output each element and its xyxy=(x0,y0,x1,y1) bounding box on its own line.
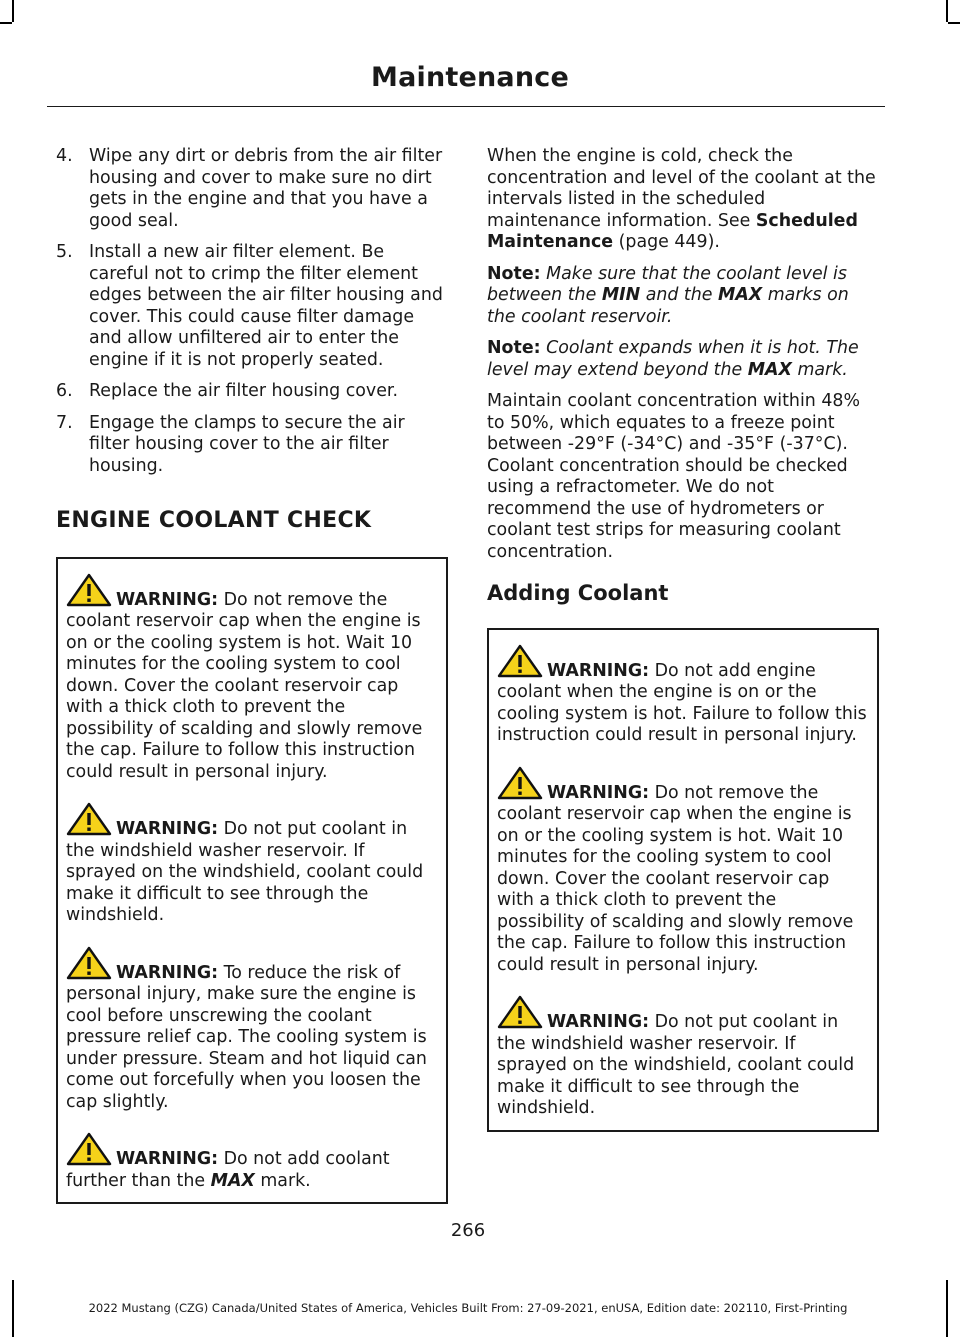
header-divider xyxy=(47,106,885,107)
note-text: and the xyxy=(645,285,713,305)
step-number: 4. xyxy=(56,146,73,166)
warning-box xyxy=(56,557,448,1205)
warning-triangle-icon xyxy=(66,802,112,836)
warning-item xyxy=(497,995,869,1120)
paragraph-text: Maintain coolant concentration within 48% to 50%, which equates to a freeze point between -29°F (-34°C) and -35°F (-37°C). Coolant concentration should be checked using a refractometer. We do not recommend the use of hydrometers or coolant test strips for measuring coolant concentration. xyxy=(487,391,860,562)
note-label: Note: xyxy=(487,263,541,284)
page-reference: (page 449). xyxy=(618,232,720,252)
warning-box xyxy=(487,628,879,1132)
note xyxy=(487,338,879,381)
cross-reference-link[interactable]: Scheduled Maintenance xyxy=(487,210,858,252)
note-text: Coolant expands when it is hot. The level may extend beyond the xyxy=(487,338,859,380)
list-item xyxy=(56,146,448,232)
note-text: marks on the coolant reservoir. xyxy=(487,285,849,327)
list-item xyxy=(56,381,448,403)
footer-text: 2022 Mustang (CZG) Canada/United States of America, Vehicles Built From: 27-09-2021, enUSA, Edition date: 202110, First-Printing xyxy=(88,1301,848,1315)
right-column xyxy=(487,146,879,1132)
warning-item xyxy=(497,766,869,977)
warning-triangle-icon xyxy=(66,573,112,607)
warning-text: Do not remove the coolant reservoir cap when the engine is on or the cooling system is hot. Wait 10 minutes for the cooling system to cool down. Cover the coolant reservoir cap with a thick cloth to prevent the possibility of scalding and slowly remove the cap. Failure to follow this instruction could result in personal injury. xyxy=(66,589,423,782)
warning-label: WARNING: xyxy=(547,660,650,681)
crop-mark xyxy=(12,0,14,22)
step-text: Install a new air filter element. Be careful not to crimp the filter element edges between the air filter housing and cover. This could cause filter damage and allow unfiltered air to enter the engine if it is not properly seated. xyxy=(89,242,443,370)
warning-label: WARNING: xyxy=(116,1149,219,1169)
page-title: Maintenance xyxy=(371,62,569,93)
warning-triangle-icon xyxy=(66,946,112,980)
warning-text: Do not add coolant further than the xyxy=(66,1149,390,1191)
list-item xyxy=(56,242,448,371)
warning-label: WARNING: xyxy=(547,782,650,803)
note xyxy=(487,264,879,329)
step-text: Wipe any dirt or debris from the air filter housing and cover to make sure no dirt gets in the engine and that you have a good seal. xyxy=(89,146,443,231)
page-header xyxy=(0,62,936,93)
page-number: 266 xyxy=(450,1220,486,1241)
list-item xyxy=(56,413,448,478)
warning-text: Do not put coolant in the windshield washer reservoir. If sprayed on the windshield, coolant could make it difficult to see through the windshield. xyxy=(497,1012,855,1118)
warning-item xyxy=(66,1132,438,1192)
note-text: mark. xyxy=(797,359,848,380)
step-number: 6. xyxy=(56,381,73,401)
note-text: Make sure that the coolant level is between the xyxy=(487,263,847,305)
warning-item xyxy=(66,573,438,784)
crop-mark xyxy=(946,1280,948,1337)
warning-triangle-icon xyxy=(497,766,543,800)
paragraph-text: When the engine is cold, check the concentration and level of the coolant at the intervals listed in the scheduled maintenance information. See xyxy=(487,146,876,231)
max-mark-label: MAX xyxy=(210,1170,255,1191)
step-text: Replace the air filter housing cover. xyxy=(89,381,398,401)
crop-mark xyxy=(0,22,12,24)
paragraph xyxy=(487,391,879,563)
warning-text: Do not remove the coolant reservoir cap when the engine is on or the cooling system is hot. Wait 10 minutes for the cooling system to cool down. Cover the coolant reservoir cap with a thick cloth to prevent the possibility of scalding and slowly remove the cap. Failure to follow this instruction could result in personal injury. xyxy=(497,782,854,975)
warning-triangle-icon xyxy=(497,644,543,678)
paragraph xyxy=(487,146,879,254)
left-column xyxy=(56,146,448,1204)
warning-label: WARNING: xyxy=(116,589,219,610)
crop-mark xyxy=(948,22,960,24)
warning-item xyxy=(66,946,438,1114)
min-mark-label: MIN xyxy=(601,285,641,305)
warning-triangle-icon xyxy=(66,1132,112,1166)
step-list xyxy=(56,146,448,477)
warning-label: WARNING: xyxy=(547,1012,650,1032)
warning-item xyxy=(66,802,438,927)
step-text: Engage the clamps to secure the air filter housing cover to the air filter housing. xyxy=(89,412,405,476)
warning-label: WARNING: xyxy=(116,962,219,983)
warning-text: To reduce the risk of personal injury, make sure the engine is cool before unscrewing the coolant pressure relief cap. The cooling system is under pressure. Steam and hot liquid can come out forcefully when you loosen the cap slightly. xyxy=(66,962,427,1112)
note-label: Note: xyxy=(487,338,541,358)
max-mark-label: MAX xyxy=(747,359,792,380)
warning-text: Do not put coolant in the windshield washer reservoir. If sprayed on the windshield, coolant could make it difficult to see through the windshield. xyxy=(66,819,424,925)
step-number: 5. xyxy=(56,242,73,262)
warning-text: Do not add engine coolant when the engine is on or the cooling system is hot. Failure to follow this instruction could result in personal injury. xyxy=(497,660,867,745)
warning-triangle-icon xyxy=(497,995,543,1029)
warning-label: WARNING: xyxy=(116,819,219,839)
max-mark-label: MAX xyxy=(718,285,763,305)
section-heading: ENGINE COOLANT CHECK xyxy=(56,508,372,533)
warning-text: mark. xyxy=(260,1170,311,1191)
warning-item xyxy=(497,644,869,747)
step-number: 7. xyxy=(56,412,73,433)
sub-heading: Adding Coolant xyxy=(487,581,669,605)
crop-mark xyxy=(946,0,948,22)
